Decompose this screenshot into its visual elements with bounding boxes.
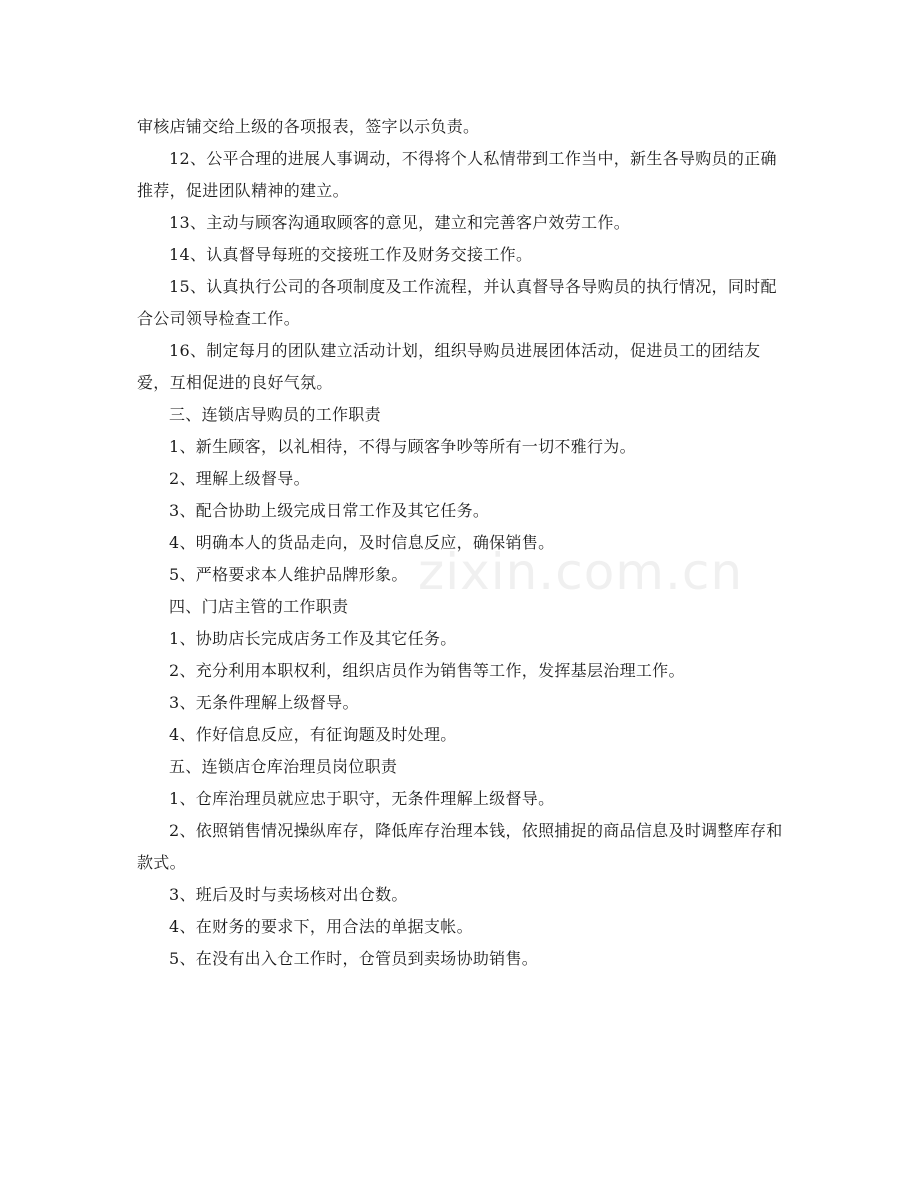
paragraph: 1、协助店长完成店务工作及其它任务。 — [169, 629, 457, 648]
paragraph: 审核店铺交给上级的各项报表，签字以示负责。 — [137, 117, 480, 136]
document-body — [137, 111, 787, 975]
paragraph: 1、仓库治理员就应忠于职守，无条件理解上级督导。 — [169, 789, 555, 808]
paragraph: 16、制定每月的团队建立活动计划，组织导购员进展团体活动，促进员工的团结友爱，互相促进的良好气氛。 — [137, 341, 761, 392]
section-heading: 四、门店主管的工作职责 — [169, 597, 349, 616]
paragraph: 5、严格要求本人维护品牌形象。 — [169, 565, 408, 584]
paragraph: 4、作好信息反应，有征询题及时处理。 — [169, 725, 457, 744]
section-heading: 三、连锁店导购员的工作职责 — [169, 405, 381, 424]
paragraph: 3、配合协助上级完成日常工作及其它任务。 — [169, 501, 490, 520]
paragraph: 4、在财务的要求下，用合法的单据支帐。 — [169, 917, 473, 936]
paragraph: 4、明确本人的货品走向，及时信息反应，确保销售。 — [169, 533, 555, 552]
paragraph: 2、依照销售情况操纵库存，降低库存治理本钱，依照捕捉的商品信息及时调整库存和款式。 — [137, 821, 783, 872]
paragraph: 13、主动与顾客沟通取顾客的意见，建立和完善客户效劳工作。 — [169, 213, 631, 232]
section-heading: 五、连锁店仓库治理员岗位职责 — [169, 757, 398, 776]
paragraph: 1、新生顾客，以礼相待，不得与顾客争吵等所有一切不雅行为。 — [169, 437, 636, 456]
paragraph: 14、认真督导每班的交接班工作及财务交接工作。 — [169, 245, 533, 264]
paragraph: 3、无条件理解上级督导。 — [169, 693, 359, 712]
paragraph: 3、班后及时与卖场核对出仓数。 — [169, 885, 408, 904]
watermark: zixin.com.cn — [418, 543, 744, 601]
paragraph: 2、理解上级督导。 — [169, 469, 310, 488]
paragraph: 5、在没有出入仓工作时，仓管员到卖场协助销售。 — [169, 949, 539, 968]
paragraph: 2、充分利用本职权利，组织店员作为销售等工作，发挥基层治理工作。 — [169, 661, 685, 680]
paragraph: 12、公平合理的进展人事调动，不得将个人私情带到工作当中，新生各导购员的正确推荐，促进团队精神的建立。 — [137, 149, 777, 200]
paragraph: 15、认真执行公司的各项制度及工作流程，并认真督导各导购员的执行情况，同时配合公司领导检查工作。 — [137, 277, 777, 328]
